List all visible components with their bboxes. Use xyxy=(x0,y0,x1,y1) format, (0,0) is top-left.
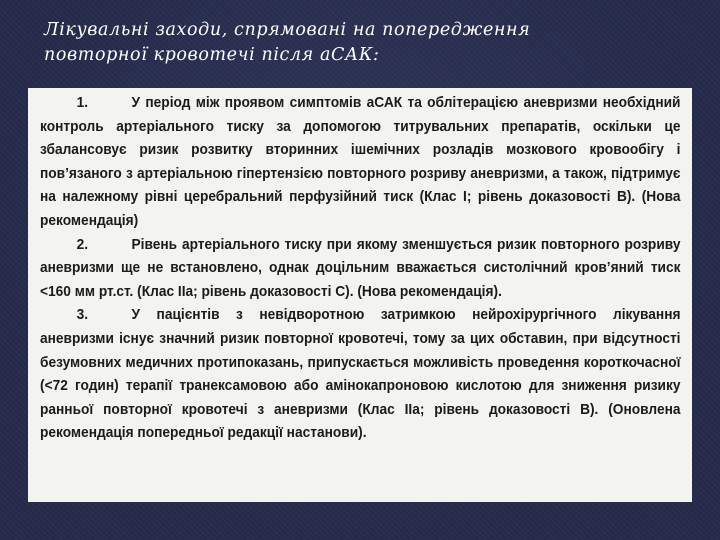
recommendation-1-number: 1. xyxy=(76,94,89,111)
slide-title-line-1: Лікувальні заходи, спрямовані на попередження xyxy=(44,20,531,40)
slide-title xyxy=(44,18,684,68)
recommendation-2 xyxy=(40,233,681,304)
recommendation-1 xyxy=(40,91,681,233)
recommendation-2-text: Рівень артеріального тиску при якому зменшується ризик повторного розриву аневризми ще не встановлено, однак доцільним вважається систолічний кров’яний тиск <160 мм рт.ст. (Клас IIa; рівень доказовості C). (Нова рекомендація). xyxy=(40,235,681,300)
recommendation-2-number: 2. xyxy=(76,235,89,253)
scanned-document xyxy=(28,88,692,502)
recommendation-3 xyxy=(40,303,681,445)
recommendation-3-text: У пацієнтів з невідворотною затримкою нейрохірургічного лікування аневризми існує значний ризик повторної кровотечі, тому за цих обставин, при відсутності безумовних медичних протипоказань, припускається можливість проведення короткочасної (<72 годин) терапії транексамовою або амінокапроновою кислотою для зниження ризику ранньої повторної кровотечі з аневризми (Клас IIa; рівень доказовості B). (Оновлена рекомендація попередньої редакції настанови). xyxy=(40,306,681,442)
recommendation-3-number: 3. xyxy=(76,306,89,324)
slide-title-line-2: повторної кровотечі після аСАК: xyxy=(44,45,380,65)
recommendation-1-text: У період між проявом симптомів аСАК та облітерацією аневризми необхідний контроль артеріального тиску за допомогою титрувальних препаратів, оскільки це збалансовує ризик розвитку вторинних ішемічних розладів мозкового кровообігу і пов’язаного з артеріальною гіпертензією повторного розриву аневризми, а також, підтримує на належному рівні церебральний перфузійний тиск (Клас I; рівень доказовості B). (Нова рекомендація) xyxy=(40,94,681,229)
